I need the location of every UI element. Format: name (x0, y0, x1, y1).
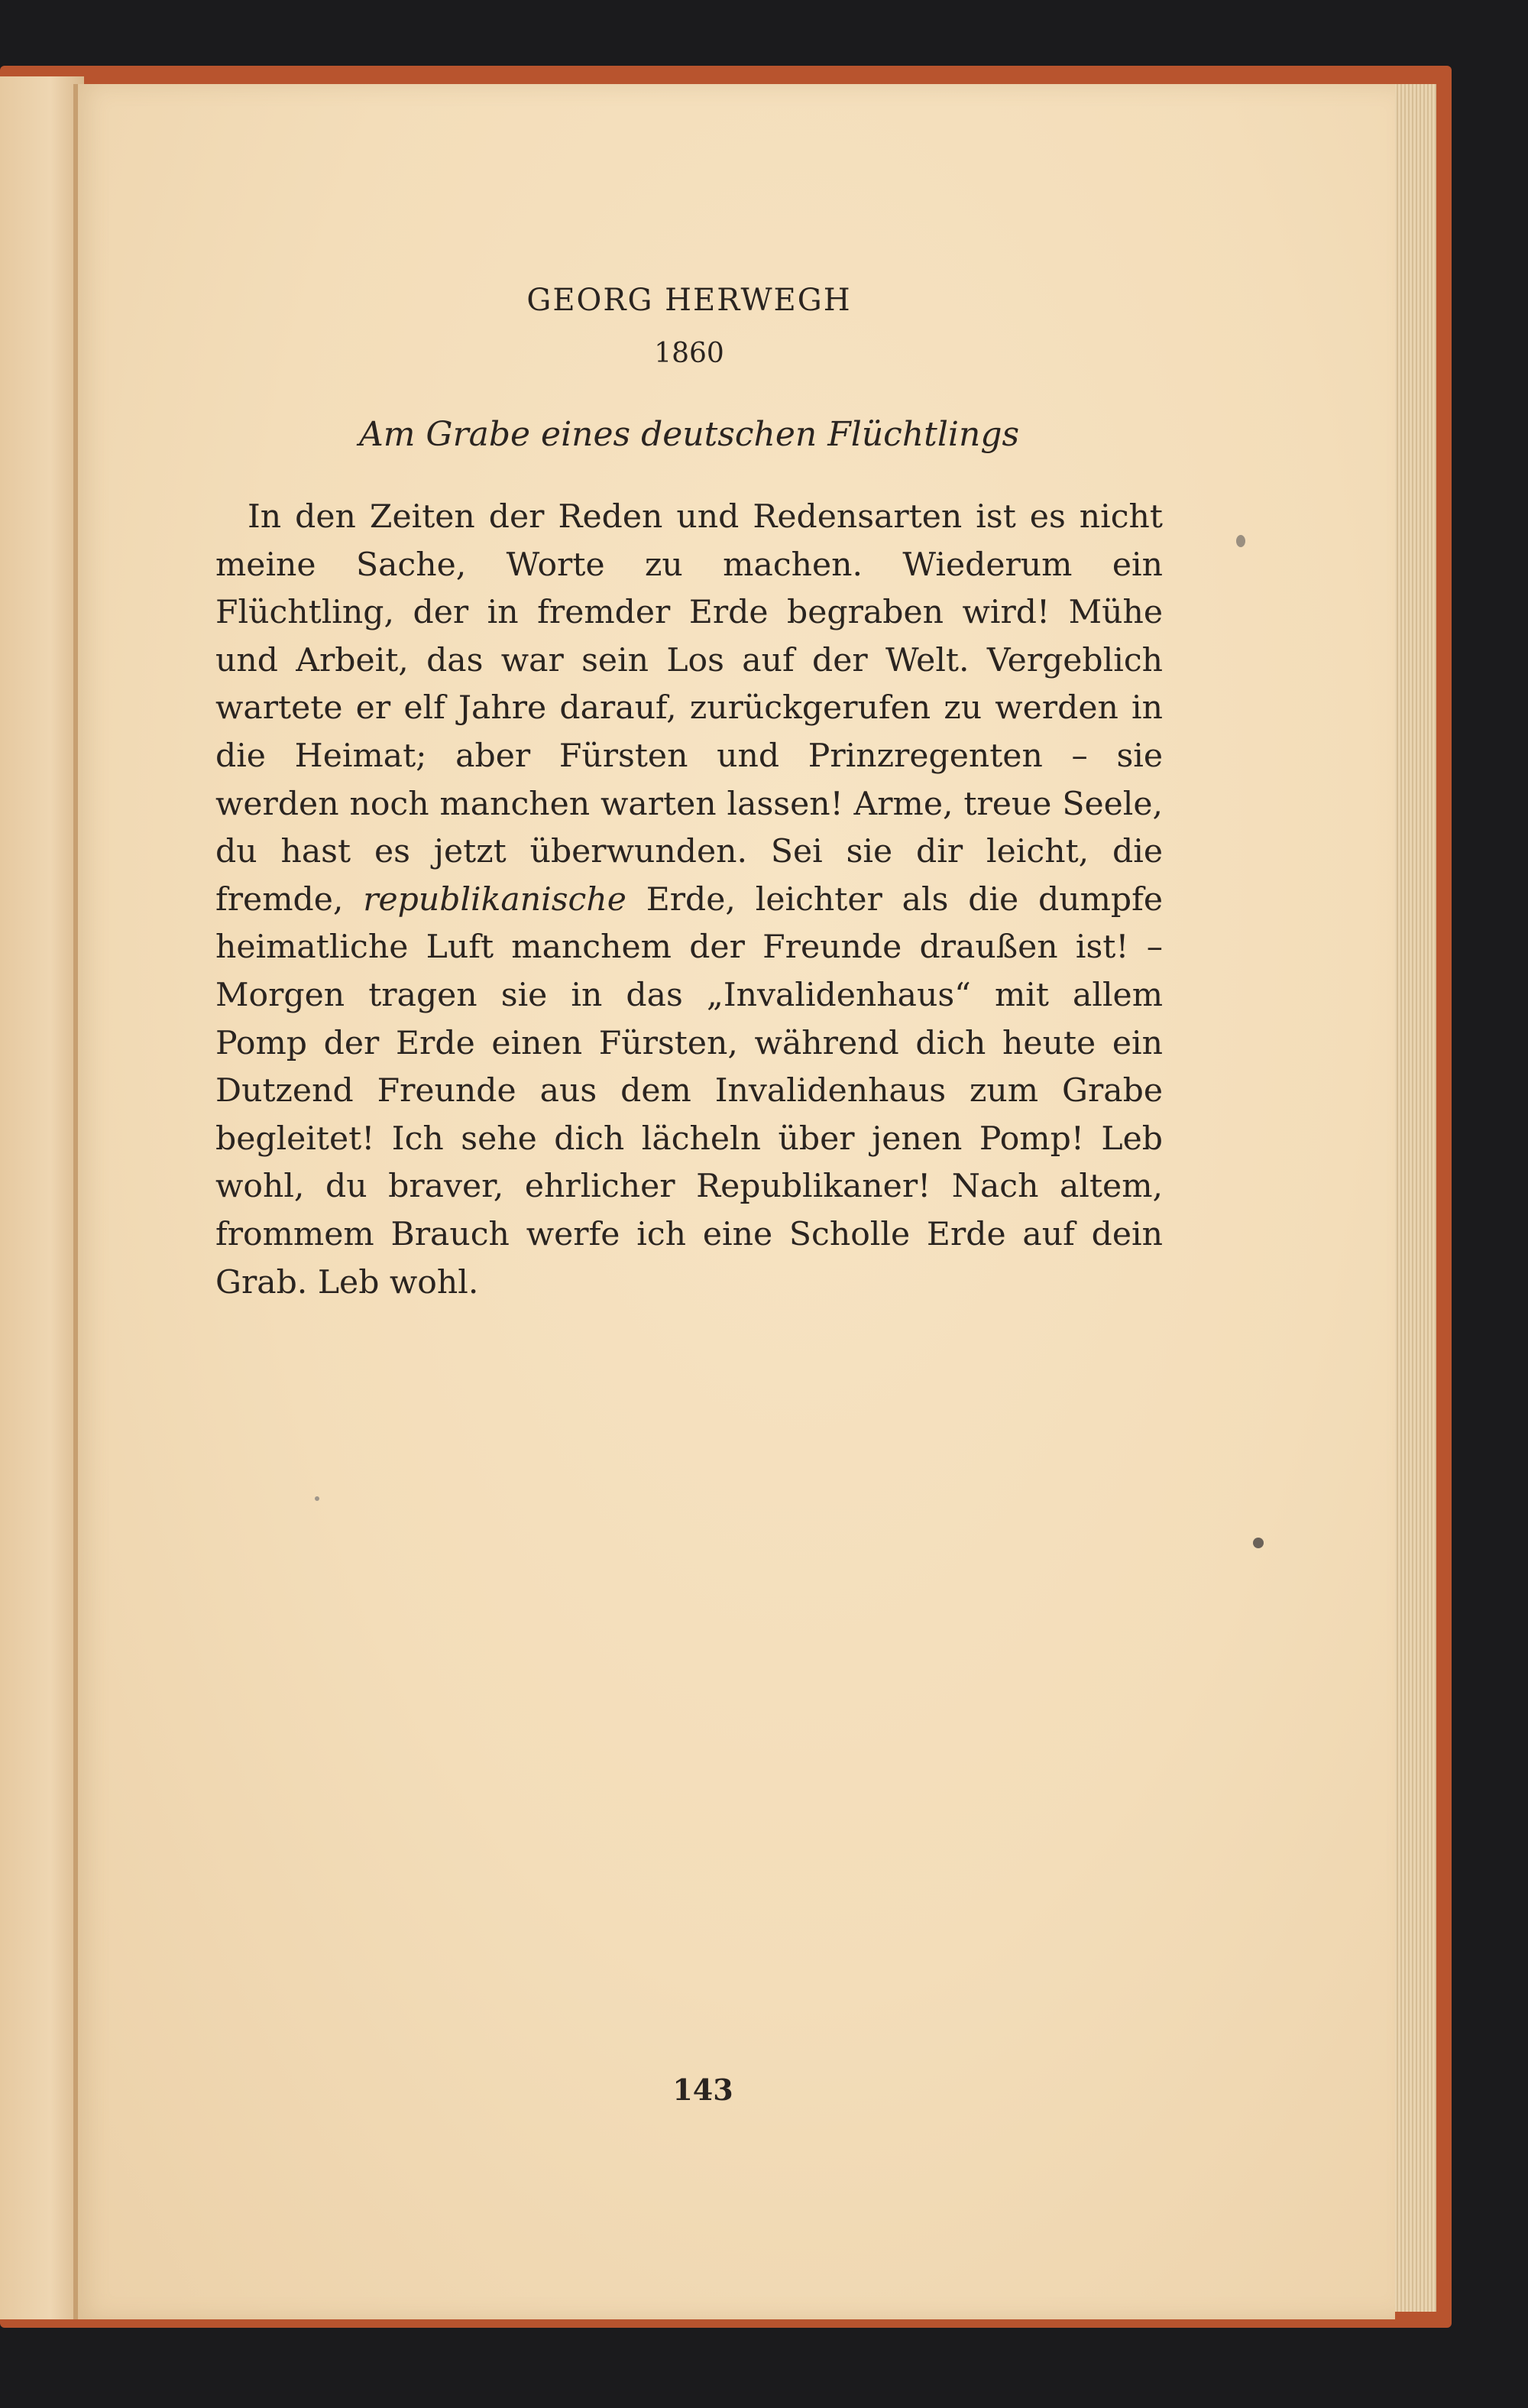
body-paragraph (215, 494, 1163, 1307)
page-gutter (73, 84, 78, 2319)
paper-speck (1253, 1538, 1264, 1548)
body-text-part-1: In den Zeiten der Reden und Redensarten ist es nicht meine Sache, Worte zu machen. Wiederum ein Flüchtling, der in fremder Erde begraben wird! Mühe und Arbeit, das war sein Los auf der Welt. Vergeblich wartete er elf Jahre darauf, zurückgerufen zu werden in die Heimat; aber Fürsten und Prinzregenten – sie werden noch manchen warten lassen! Arme, treue Seele, du hast es jetzt überwunden. Sei sie dir leicht, die fremde, (215, 498, 1163, 919)
body-text-italic: republikanische (363, 880, 626, 919)
text-block (215, 283, 1163, 1307)
paper-speck (315, 1496, 319, 1501)
page-number: 143 (672, 2073, 733, 2107)
left-page-edge (0, 76, 84, 2319)
author-heading: GEORG HERWEGH (526, 283, 852, 318)
chapter-subtitle: Am Grabe eines deutschen Flüchtlings (358, 415, 1020, 454)
body-text-part-2: Erde, leichter als die dumpfe heimatliche Luft manchem der Freunde draußen ist! – Morgen tragen sie in das „Invalidenhaus“ mit allem Pomp der Erde einen Fürsten, während dich heute ein Dutzend Freunde aus dem Invalidenhaus zum Grabe begleitet! Ich sehe dich lächeln über jenen Pomp! Leb wohl, du braver, ehrlicher Republikaner! Nach altem, frommem Brauch werfe ich eine Scholle Erde auf dein Grab. Leb wohl. (215, 880, 1164, 1301)
year-heading: 1860 (654, 338, 724, 369)
paper-speck (1236, 535, 1245, 547)
